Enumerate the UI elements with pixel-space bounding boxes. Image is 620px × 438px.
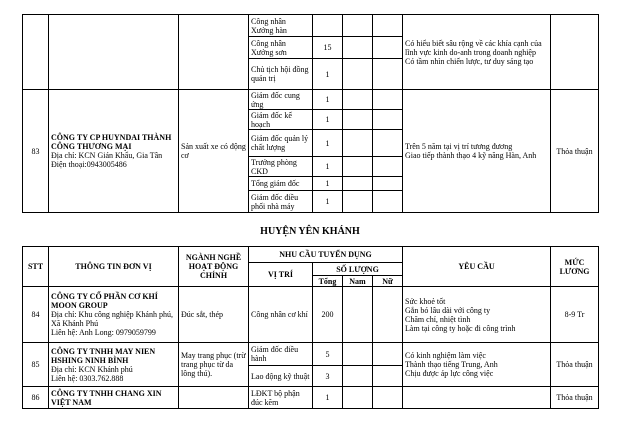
requirement-line: Chịu được áp lực công việc [405, 369, 494, 378]
industry-cell: Đúc sắt, thép [179, 287, 249, 343]
qty-female-cell [373, 366, 403, 387]
header-female: Nữ [373, 276, 403, 287]
qty-female-cell [373, 110, 403, 130]
qty-total-cell: 1 [313, 157, 343, 177]
qty-total-cell: 3 [313, 366, 343, 387]
position-cell: Công nhân Xưởng sơn [249, 37, 313, 59]
org-address: Địa chỉ: KCN Gián Khẩu, Gia Tân [51, 151, 163, 160]
qty-female-cell [373, 343, 403, 366]
requirement-line: lĩnh vực kinh do-anh trong doanh nghiệp [405, 47, 536, 57]
position-cell: Tổng giám đốc [249, 177, 313, 191]
org-name: CÔNG TY CP HUYNDAI THÀNH CÔNG THƯƠNG MẠI [51, 133, 172, 151]
header-requirement: YÊU CẦU [403, 247, 551, 287]
section-title: HUYỆN YÊN KHÁNH [260, 226, 360, 237]
requirement-line: Có hiểu biết sâu rộng về các khía cạnh của [405, 38, 542, 48]
org-cell [49, 287, 179, 343]
table-row [23, 15, 599, 37]
org-address: Địa chỉ: KCN Khánh phú [51, 364, 133, 374]
requirement-line: Có kinh nghiệm làm việc [405, 351, 486, 360]
salary-cell: 8-9 Tr [551, 287, 599, 343]
table-row [23, 287, 599, 343]
qty-total-cell: 200 [313, 287, 343, 343]
requirement-line: Trên 5 năm tại vị trí tương đương [405, 142, 513, 151]
position-cell: Giám đốc quản lý chất lượng [249, 130, 313, 157]
header-row [23, 247, 599, 263]
requirements-cell [403, 343, 551, 387]
industry-cell: May trang phục (trừ trang phục từ da lông thú). [179, 343, 249, 387]
position-cell: Giám đốc cung ứng [249, 90, 313, 110]
qty-male-cell [343, 37, 373, 59]
header-quantity: SỐ LƯỢNG [313, 263, 403, 276]
qty-female-cell [373, 59, 403, 90]
org-phone: Điện thoại:0943005486 [51, 160, 127, 169]
qty-female-cell [373, 90, 403, 110]
qty-female-cell [373, 387, 403, 409]
requirement-line: Có tầm nhìn chiến lược, tư duy sáng tạo [405, 56, 534, 66]
requirement-line: Làm tại công ty hoặc đi công trình [405, 323, 516, 333]
table-row [23, 90, 599, 110]
org-phone: Liên hệ: 0303.762.888 [51, 373, 124, 383]
org-address: Địa chỉ: Khu công nghiệp Khánh phú, Xã Khánh Phú [51, 310, 173, 328]
qty-male-cell [343, 157, 373, 177]
qty-male-cell [343, 110, 373, 130]
qty-female-cell [373, 177, 403, 191]
salary-cell: Thỏa thuận [551, 343, 599, 387]
header-position: VỊ TRÍ [249, 263, 313, 287]
qty-total-cell [313, 15, 343, 37]
qty-female-cell [373, 191, 403, 213]
salary-cell [551, 15, 599, 90]
requirements-cell [403, 15, 551, 90]
qty-total-cell: 1 [313, 59, 343, 90]
salary-cell: Thỏa thuận [551, 387, 599, 409]
org-name: CÔNG TY TNHH CHANG XIN VIỆT NAM [51, 388, 162, 407]
org-cell [49, 343, 179, 387]
position-cell: Giám đốc kế hoạch [249, 110, 313, 130]
qty-total-cell: 5 [313, 343, 343, 366]
recruitment-table [22, 246, 599, 409]
industry-cell: Sản xuất xe có động cơ [179, 90, 249, 213]
org-cell [49, 387, 179, 409]
qty-male-cell [343, 343, 373, 366]
position-cell: Công nhân cơ khí [249, 287, 313, 343]
requirements-cell [403, 287, 551, 343]
qty-male-cell [343, 90, 373, 110]
qty-female-cell [373, 287, 403, 343]
requirements-cell [403, 387, 551, 409]
position-cell: Chủ tịch hội đồng quản trị [249, 59, 313, 90]
header-org: THÔNG TIN ĐƠN VỊ [49, 247, 179, 287]
qty-male-cell [343, 15, 373, 37]
industry-cell [179, 15, 249, 90]
header-salary: MỨC LƯƠNG [551, 247, 599, 287]
org-name: CÔNG TY TNHH MAY NIEN HSHING NINH BÌNH [51, 346, 156, 365]
position-cell: Giám đốc điều hành [249, 343, 313, 366]
header-total: Tổng [313, 276, 343, 287]
industry-cell [179, 387, 249, 409]
qty-total-cell: 1 [313, 90, 343, 110]
qty-male-cell [343, 287, 373, 343]
stt-cell: 84 [23, 287, 49, 343]
table-row [23, 387, 599, 409]
org-name: CÔNG TY CỔ PHẦN CƠ KHÍ MOON GROUP [51, 292, 158, 310]
requirement-line: Thành thạo tiếng Trung, Anh [405, 360, 498, 369]
qty-total-cell: 1 [313, 130, 343, 157]
qty-total-cell: 15 [313, 37, 343, 59]
qty-total-cell: 1 [313, 177, 343, 191]
stt-cell: 83 [23, 90, 49, 213]
header-industry: NGÀNH NGHỀ HOẠT ĐỘNG CHÍNH [179, 247, 249, 287]
requirements-cell [403, 90, 551, 213]
qty-male-cell [343, 59, 373, 90]
qty-total-cell: 1 [313, 110, 343, 130]
requirement-line: Chăm chỉ, nhiệt tình [405, 314, 471, 324]
stt-cell: 86 [23, 387, 49, 409]
position-cell: Giám đốc điều phối nhà máy [249, 191, 313, 213]
stt-cell [23, 15, 49, 90]
qty-male-cell [343, 387, 373, 409]
qty-male-cell [343, 191, 373, 213]
salary-cell: Thỏa thuận [551, 90, 599, 213]
position-cell: LĐKT bộ phận đúc kẽm [249, 387, 313, 409]
qty-female-cell [373, 157, 403, 177]
org-phone: Liên hệ: Anh Long: 0979059799 [51, 328, 156, 337]
qty-total-cell: 1 [313, 191, 343, 213]
table-row [23, 343, 599, 366]
position-cell: Trưởng phòng CKD [249, 157, 313, 177]
qty-female-cell [373, 130, 403, 157]
org-cell [49, 90, 179, 213]
qty-male-cell [343, 130, 373, 157]
stt-cell: 85 [23, 343, 49, 387]
qty-total-cell: 1 [313, 387, 343, 409]
qty-male-cell [343, 177, 373, 191]
requirement-line: Gắn bó lâu dài với công ty [405, 305, 491, 315]
requirement-line: Sức khoẻ tốt [405, 296, 446, 306]
position-cell: Lao động kỹ thuật [249, 366, 313, 387]
qty-male-cell [343, 366, 373, 387]
header-demand: NHU CẦU TUYỂN DỤNG [249, 247, 403, 263]
requirement-line: Giao tiếp thành thạo 4 kỹ năng Hàn, Anh [405, 151, 537, 160]
header-male: Nam [343, 276, 373, 287]
header-stt: STT [23, 247, 49, 287]
position-cell: Công nhân Xưởng hàn [249, 15, 313, 37]
qty-female-cell [373, 15, 403, 37]
org-cell [49, 15, 179, 90]
qty-female-cell [373, 37, 403, 59]
top-table [22, 14, 599, 213]
